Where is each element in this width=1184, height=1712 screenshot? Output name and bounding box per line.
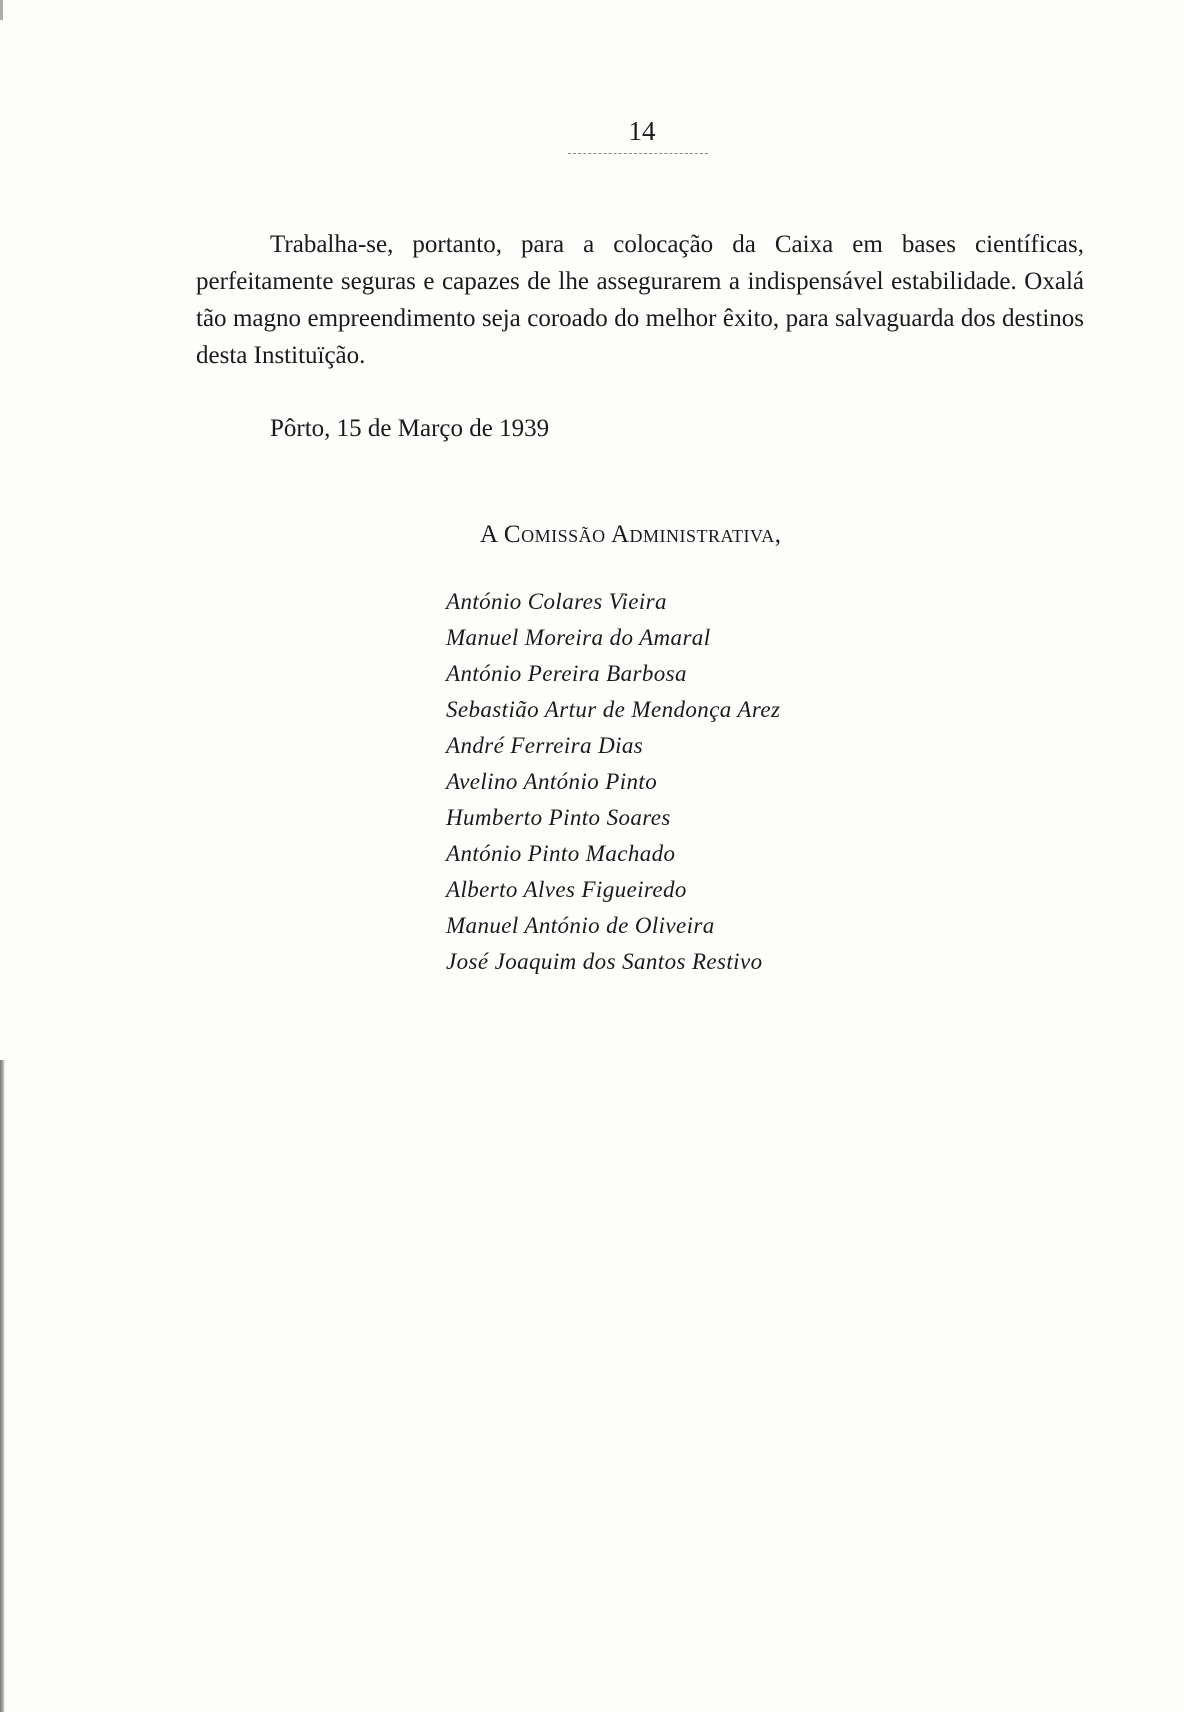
committee-heading: A Comissão Administrativa, [480, 521, 782, 548]
page-number-rule [568, 153, 708, 154]
page-number: 14 [628, 116, 656, 146]
signatory-name: António Pinto Machado [446, 841, 676, 866]
signatory-name: Alberto Alves Figueiredo [446, 877, 687, 902]
signatory-list [446, 584, 780, 980]
page-edge-shadow-top [0, 0, 3, 20]
signatory-name: André Ferreira Dias [446, 733, 644, 758]
signatory-name: Avelino António Pinto [446, 769, 658, 794]
page-edge-shadow [0, 1060, 5, 1712]
signatory-name: Sebastião Artur de Mendonça Arez [446, 697, 781, 722]
body-paragraph: Trabalha-se, portanto, para a colocação da Caixa em bases científicas, perfeitamente seguras e capazes de lhe assegurarem a indispensável estabilidade. Oxalá tão magno empreendimento seja coroado do melhor êxito, para salvaguarda dos destinos desta Instituïção. [196, 231, 1084, 369]
signatory-name: José Joaquim dos Santos Restivo [446, 949, 763, 974]
date-line: Pôrto, 15 de Março de 1939 [270, 415, 550, 442]
signatory-name: António Colares Vieira [446, 589, 667, 614]
signatory-name: Manuel Moreira do Amaral [446, 625, 711, 650]
signatory-name: Manuel António de Oliveira [446, 913, 715, 938]
signatory-name: Humberto Pinto Soares [446, 805, 671, 830]
signatory-name: António Pereira Barbosa [446, 661, 687, 686]
